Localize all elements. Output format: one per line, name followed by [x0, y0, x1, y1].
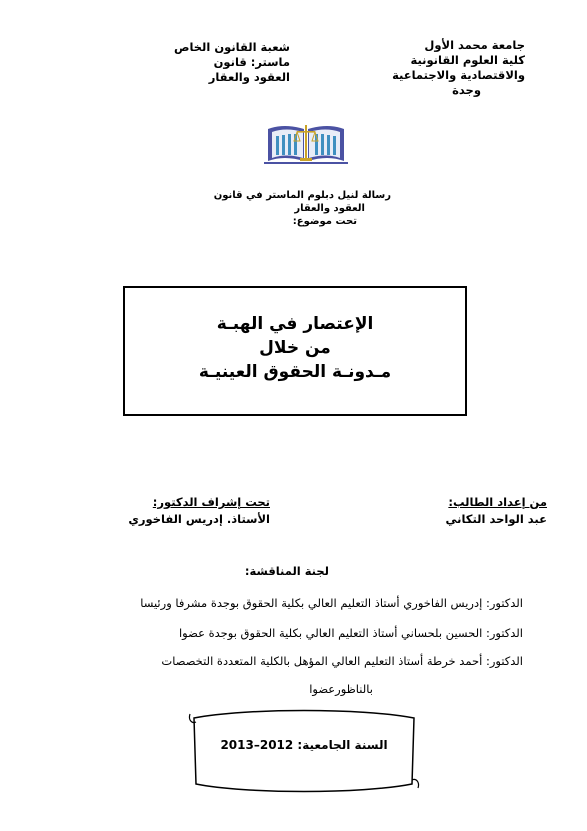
title-line: مـدونـة الحقوق العينيـة — [198, 362, 392, 382]
thesis-line: العقود والعقار — [294, 203, 365, 214]
academic-year: السنة الجامعية: 2012–2013 — [220, 738, 388, 752]
department-line: ماستر: قانون — [213, 55, 290, 69]
department-line: شعبة القانون الخاص — [173, 40, 290, 54]
thesis-line: تحت موضوع: — [292, 216, 357, 227]
university-line: وجدة — [452, 83, 481, 97]
student-label: من إعداد الطالب: — [448, 495, 547, 509]
university-line: جامعة محمد الأول — [424, 38, 525, 52]
supervisor-block — [90, 494, 270, 528]
department-line: العقود والعقار — [208, 70, 290, 84]
student-name: عبد الواحد التكاني — [445, 512, 547, 526]
university-header — [375, 38, 525, 98]
university-line: كلية العلوم القانونية — [410, 53, 525, 67]
thesis-line: رسالة لنيل دبلوم الماستر في قانون — [213, 190, 391, 201]
committee-member: بالناظورعضوا — [309, 682, 373, 696]
committee-title: لجنة المناقشة: — [244, 564, 329, 578]
committee-member: الدكتور: إدريس الفاخوري أستاذ التعليم العالي بكلية الحقوق بوجدة مشرفا ورئيسا — [140, 596, 523, 610]
committee-member: الدكتور: أحمد خرطة أستاذ التعليم العالي المؤهل بالكلية المتعددة التخصصات — [161, 654, 523, 668]
department-header — [162, 40, 290, 85]
supervisor-name: الأستاذ. إدريس الفاخوري — [128, 512, 270, 526]
title-line: الإعتصار في الهبـة — [216, 314, 374, 334]
thesis-title-box — [123, 286, 467, 416]
academic-year-scroll — [186, 708, 422, 794]
thesis-info — [191, 189, 391, 228]
supervisor-label: تحت إشراف الدكتور: — [152, 495, 270, 509]
student-block — [407, 494, 547, 528]
university-line: والاقتصادية والاجتماعية — [392, 68, 525, 82]
title-line: من خلال — [259, 338, 331, 358]
committee-member: الدكتور: الحسين بلحساني أستاذ التعليم العالي بكلية الحقوق بوجدة عضوا — [178, 626, 523, 640]
university-emblem-icon — [264, 121, 348, 165]
